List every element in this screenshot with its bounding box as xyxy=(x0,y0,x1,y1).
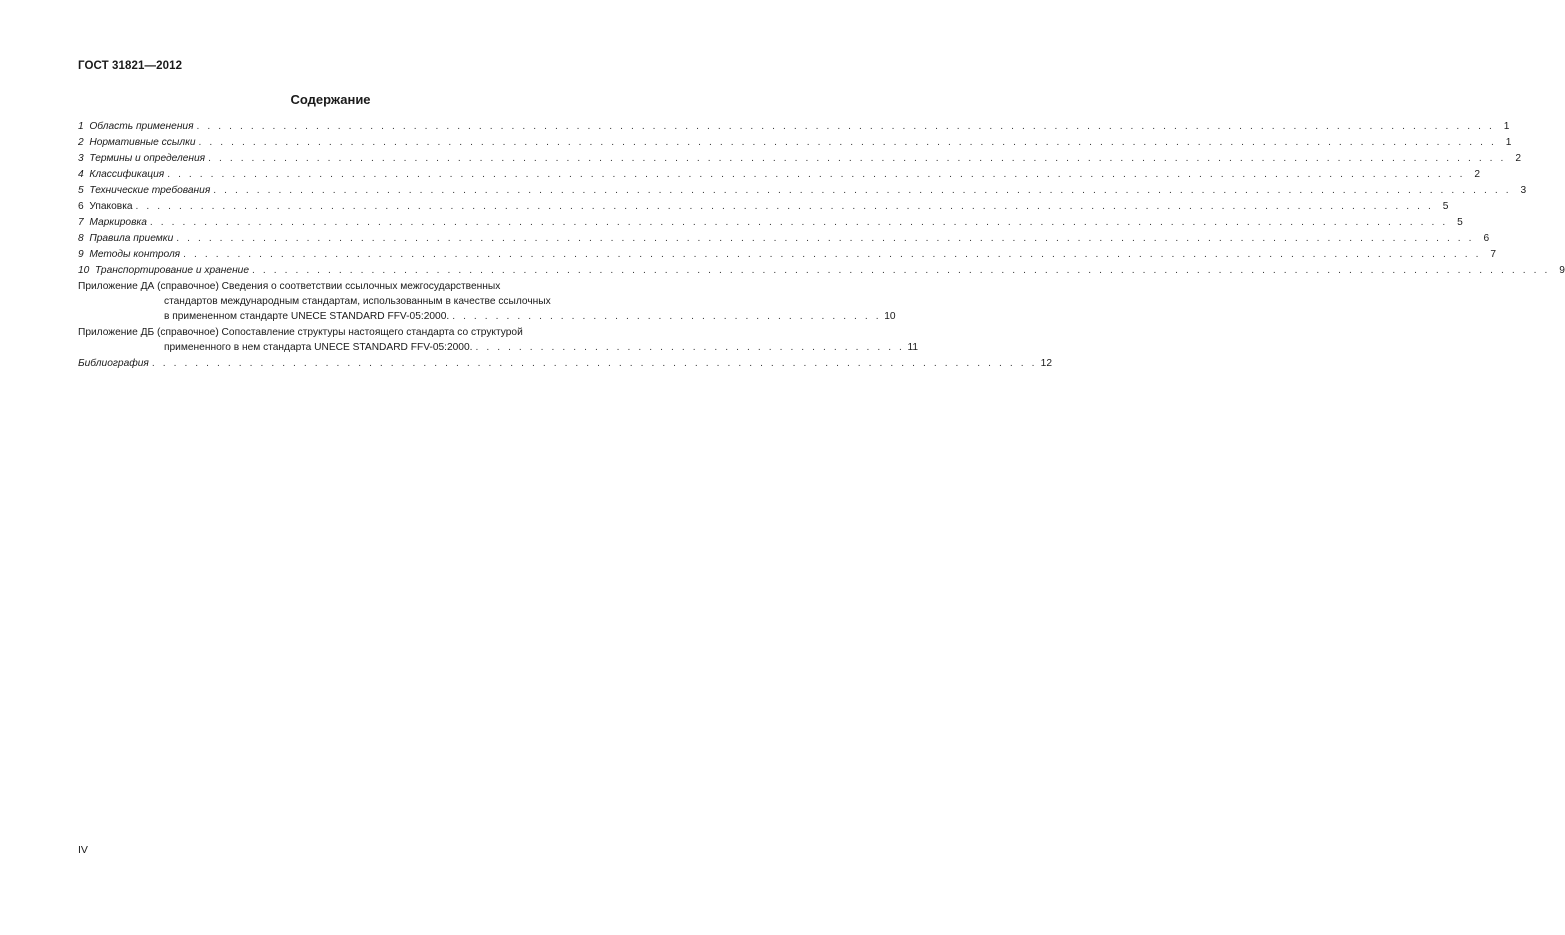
toc-entry-page: 9 xyxy=(1559,265,1565,276)
toc-entry-page: 6 xyxy=(1483,233,1490,244)
dot-leader: . . . . . . . . . . . . . . . . . . . . . . . . . . . . . . . . . . . . . . . . . . . . . . . . . . . . . . . . . . . . . . . . . . . . . . . . . . . . . . . . . . xyxy=(151,358,1038,369)
appendix-da-entry[interactable] xyxy=(78,279,896,325)
toc-entry-page: 5 xyxy=(1442,201,1449,212)
toc-entry-label xyxy=(78,215,147,231)
toc-entry[interactable] xyxy=(78,199,1449,215)
toc-entry[interactable] xyxy=(78,183,1527,199)
toc-entry-label xyxy=(78,199,133,215)
dot-leader: . . . . . . . . . . . . . . . . . . . . . . . . . . . . . . . . . . . . . . . . . . . . . . . . . . . . . . . . . . . . . . . . . . . . . . . . . . . . . . . . . . . . . . . . . . . . . . . . . . . . . . . . . . . . . . . . . . . . . . . . xyxy=(198,137,1497,148)
toc-entry-page: 1 xyxy=(1503,121,1510,132)
toc-entry-label xyxy=(78,247,180,263)
appendix-da-page: 10 xyxy=(884,311,896,322)
toc-entry-page: 7 xyxy=(1490,249,1497,260)
dot-leader: . . . . . . . . . . . . . . . . . . . . . . . . . . . . . . . . . . . . . . . . . . . . . . . . . . . . . . . . . . . . . . . . . . . . . . . . . . . . . . . . . . . . . . . . . . . . . . . . . . . . . . . . . . . . . . . . . . . . . . . . xyxy=(252,265,1550,276)
toc-entry-title: Термины и определения xyxy=(89,153,206,164)
dot-leader: . . . . . . . . . . . . . . . . . . . . . . . . . . . . . . . . . . . . . . . . . . . . . . . . . . . . . . . . . . . . . . . . . . . . . . . . . . . . . . . . . . . . . . . . . . . . . . . . . . . . . . . . . . . . . . . . . . . . . . . . xyxy=(167,169,1466,180)
appendix-da-line-3: в примененном стандарте UNECE STANDARD FFV-05:2000. xyxy=(164,311,450,322)
dot-leader: . . . . . . . . . . . . . . . . . . . . . . . . . . . . . . . . . . . . . . . . . . . . . . . . . . . . . . . . . . . . . . . . . . . . . . . . . . . . . . . . . . . . . . . . . . . . . . . . . . . . . . . . . . . . . . . . . . . . . . . . xyxy=(135,201,1434,212)
toc-entry-number: 1 xyxy=(78,121,84,132)
toc-entry[interactable] xyxy=(78,135,1512,151)
toc-entry-title: Технические требования xyxy=(89,185,211,196)
dot-leader: . . . . . . . . . . . . . . . . . . . . . . . . . . . . . . . . . . . . . . . . xyxy=(475,342,905,353)
toc-entry-label xyxy=(78,183,210,199)
toc-entry-label xyxy=(78,263,249,279)
toc-entry-page: 1 xyxy=(1505,137,1512,148)
toc-entry[interactable] xyxy=(78,119,1510,135)
toc-entry-label xyxy=(78,231,173,247)
toc-entry[interactable] xyxy=(78,215,1463,231)
dot-leader: . . . . . . . . . . . . . . . . . . . . . . . . . . . . . . . . . . . . . . . . . . . . . . . . . . . . . . . . . . . . . . . . . . . . . . . . . . . . . . . . . . . . . . . . . . . . . . . . . . . . . . . . . . . . . . . . . . . . . . . . xyxy=(176,233,1475,244)
toc-entry-title: Правила приемки xyxy=(89,233,174,244)
dot-leader: . . . . . . . . . . . . . . . . . . . . . . . . . . . . . . . . . . . . . . . . xyxy=(452,311,882,322)
toc-entry-label xyxy=(78,167,164,183)
toc-entry-title: Область применения xyxy=(89,121,194,132)
toc-entry-number: 5 xyxy=(78,185,84,196)
toc-entry-page: 5 xyxy=(1457,217,1463,228)
toc-entry-title: Транспортирование и хранение xyxy=(95,265,250,276)
document-header: ГОСТ 31821—2012 xyxy=(78,60,183,72)
toc-entry-number: 7 xyxy=(78,217,84,228)
table-of-contents xyxy=(78,119,1565,372)
toc-entry-title: Упаковка xyxy=(89,201,133,212)
toc-entry[interactable] xyxy=(78,247,1497,263)
toc-entry-number: 2 xyxy=(78,137,84,148)
toc-entry-title: Методы контроля xyxy=(89,249,181,260)
toc-entry-title: Нормативные ссылки xyxy=(89,137,196,148)
appendix-da-line-2: стандартов международным стандартам, использованным в качестве ссылочных xyxy=(164,296,551,307)
dot-leader: . . . . . . . . . . . . . . . . . . . . . . . . . . . . . . . . . . . . . . . . . . . . . . . . . . . . . . . . . . . . . . . . . . . . . . . . . . . . . . . . . . . . . . . . . . . . . . . . . . . . . . . . . . . . . . . . . . . . . . . . xyxy=(213,185,1512,196)
toc-entry-number: 3 xyxy=(78,153,84,164)
appendix-db-entry[interactable] xyxy=(78,325,919,356)
toc-entry-number: 9 xyxy=(78,249,84,260)
toc-entry[interactable] xyxy=(78,167,1481,183)
appendix-da-line-1: Приложение ДА (справочное) Сведения о соответствии ссылочных межгосударственных xyxy=(78,281,501,292)
appendix-db-page: 11 xyxy=(907,342,919,353)
toc-entry-number: 10 xyxy=(78,265,90,276)
toc-entry[interactable] xyxy=(78,151,1521,167)
toc-entry-title: Маркировка xyxy=(89,217,147,228)
appendix-db-line-1: Приложение ДБ (справочное) Сопоставление структуры настоящего стандарта со структурой xyxy=(78,327,523,338)
page-title: Содержание xyxy=(290,92,371,107)
dot-leader: . . . . . . . . . . . . . . . . . . . . . . . . . . . . . . . . . . . . . . . . . . . . . . . . . . . . . . . . . . . . . . . . . . . . . . . . . . . . . . . . . . . . . . . . . . . . . . . . . . . . . . . . . . . . . . . . . . . . . . . . xyxy=(208,153,1506,164)
bibliography-label: Библиография xyxy=(78,358,149,369)
toc-entry[interactable] xyxy=(78,263,1565,279)
dot-leader: . . . . . . . . . . . . . . . . . . . . . . . . . . . . . . . . . . . . . . . . . . . . . . . . . . . . . . . . . . . . . . . . . . . . . . . . . . . . . . . . . . . . . . . . . . . . . . . . . . . . . . . . . . . . . . . . . . . . . . . . xyxy=(183,249,1482,260)
toc-entry-title: Классификация xyxy=(89,169,165,180)
appendix-db-line-2: примененного в нем стандарта UNECE STANDARD FFV-05:2000. xyxy=(164,342,473,353)
toc-entry-number: 4 xyxy=(78,169,84,180)
dot-leader: . . . . . . . . . . . . . . . . . . . . . . . . . . . . . . . . . . . . . . . . . . . . . . . . . . . . . . . . . . . . . . . . . . . . . . . . . . . . . . . . . . . . . . . . . . . . . . . . . . . . . . . . . . . . . . . . . . . . . . . . xyxy=(149,217,1448,228)
toc-entry-number: 8 xyxy=(78,233,84,244)
bibliography-page: 12 xyxy=(1040,358,1053,369)
toc-entry-page: 3 xyxy=(1520,185,1527,196)
toc-entry-page: 2 xyxy=(1515,153,1521,164)
toc-entry-page: 2 xyxy=(1474,169,1481,180)
toc-entry[interactable] xyxy=(78,231,1490,247)
toc-entry-number: 6 xyxy=(78,201,84,212)
toc-entry-label xyxy=(78,119,194,135)
page-number-roman: IV xyxy=(78,844,88,856)
toc-entry-label xyxy=(78,135,196,151)
bibliography-entry[interactable] xyxy=(78,356,1053,372)
toc-entry-label xyxy=(78,151,205,167)
dot-leader: . . . . . . . . . . . . . . . . . . . . . . . . . . . . . . . . . . . . . . . . . . . . . . . . . . . . . . . . . . . . . . . . . . . . . . . . . . . . . . . . . . . . . . . . . . . . . . . . . . . . . . . . . . . . . . . . . . . . . . . . xyxy=(196,121,1495,132)
